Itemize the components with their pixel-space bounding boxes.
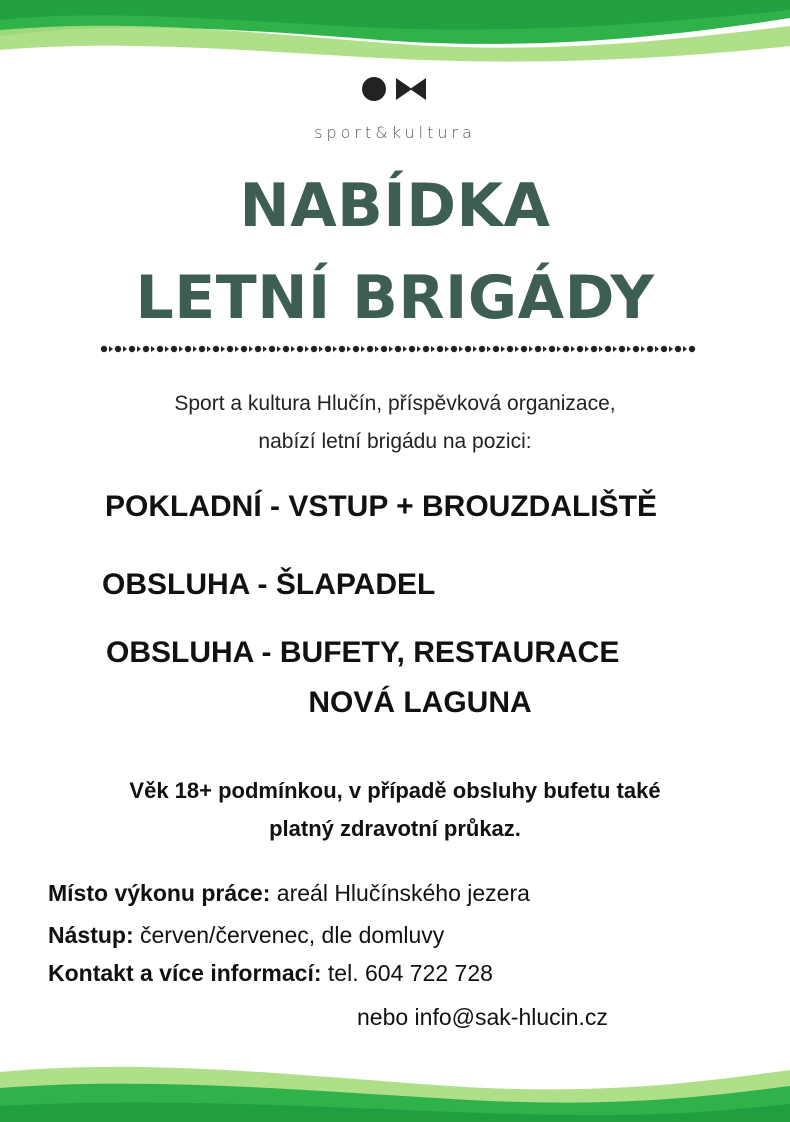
requirement-line-1: Věk 18+ podmínkou, v případě obsluhy bufetu také [129,778,661,803]
position-pedal-boats: OBSLUHA - ŠLAPADEL [102,568,436,601]
intro-line-1: Sport a kultura Hlučín, příspěvková organizace, [174,392,616,415]
circle-bowtie-logo-icon [360,72,430,106]
requirement-line-2: platný zdravotní průkaz. [269,816,521,841]
intro-text [0,385,790,461]
bottom-green-wave [0,1052,790,1122]
place-row [48,880,530,907]
decorative-divider [100,344,696,354]
position-buffets-location: NOVÁ LAGUNA [308,686,532,719]
contact-row [48,960,493,987]
contact-email: nebo info@sak-hlucin.cz [357,1004,608,1030]
position-buffets: OBSLUHA - BUFETY, RESTAURACE [106,636,620,669]
place-value: areál Hlučínského jezera [270,880,530,906]
title-line-1: NABÍDKA [239,171,551,241]
place-label: Místo výkonu práce: [48,880,271,906]
start-row [48,922,444,949]
intro-line-2: nabízí letní brigádu na pozici: [258,430,532,453]
position-cashier: POKLADNÍ - VSTUP + BROUZDALIŠTĚ [105,490,657,523]
top-green-wave [0,0,790,70]
requirement-text [0,772,790,848]
contact-label: Kontakt a více informací: [48,960,322,986]
page-title [0,160,790,344]
contact-phone: tel. 604 722 728 [321,960,493,986]
title-line-2: LETNÍ BRIGÁDY [135,263,655,333]
start-label: Nástup: [48,922,134,948]
start-value: červen/červenec, dle domluvy [133,922,445,948]
logo-text: sport&kultura [314,123,476,142]
logo [0,72,790,142]
